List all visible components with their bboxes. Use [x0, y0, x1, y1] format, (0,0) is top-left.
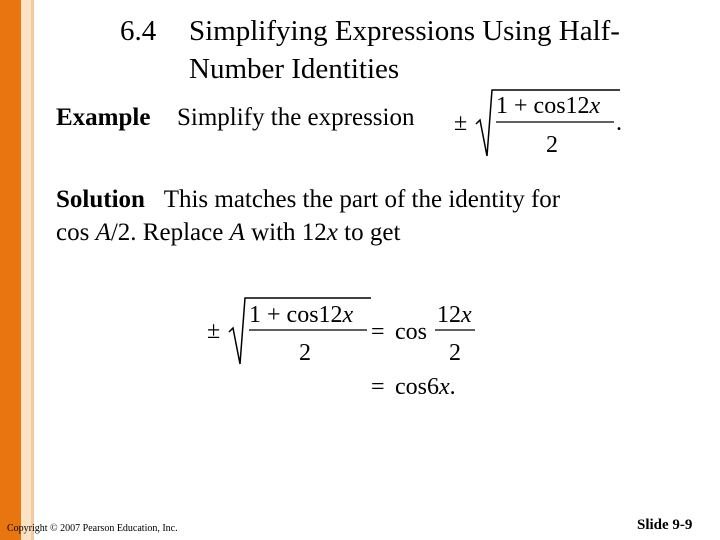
example-text: Simplify the expression	[177, 104, 415, 131]
left-accent-line	[31, 0, 34, 540]
slide-number: Slide 9-9	[637, 517, 693, 533]
result: cos6x.	[395, 374, 456, 400]
derivation-equations	[205, 292, 495, 408]
lhs-denominator: 2	[299, 340, 311, 366]
plus-minus-sign: ±	[454, 110, 468, 136]
solution-line-1: Solution This matches the part of the identity for	[56, 186, 561, 213]
trailing-period: .	[616, 110, 622, 136]
example-label: Example	[56, 104, 151, 131]
example-expression	[450, 86, 630, 162]
section-number: 6.4	[120, 15, 157, 47]
rhs-numerator: 12x	[437, 302, 472, 328]
cos-function: cos	[395, 319, 427, 345]
left-accent-stripe	[21, 0, 31, 540]
plus-minus-sign: ±	[207, 318, 221, 344]
rhs-denominator: 2	[449, 340, 461, 366]
lhs-numerator: 1 + cos12x	[249, 302, 354, 328]
denominator: 2	[546, 132, 558, 158]
solution-line-2: cos A/2. Replace A with 12x to get	[56, 219, 401, 246]
copyright-notice: Copyright © 2007 Pearson Education, Inc.	[7, 523, 178, 534]
left-accent-bar	[0, 0, 21, 540]
title-line-1: Simplifying Expressions Using Half-	[189, 15, 620, 47]
equals-sign-2: =	[371, 374, 385, 400]
numerator: 1 + cos12x	[496, 93, 601, 119]
equals-sign-1: =	[371, 319, 385, 345]
title-line-2: Number Identities	[189, 53, 400, 85]
